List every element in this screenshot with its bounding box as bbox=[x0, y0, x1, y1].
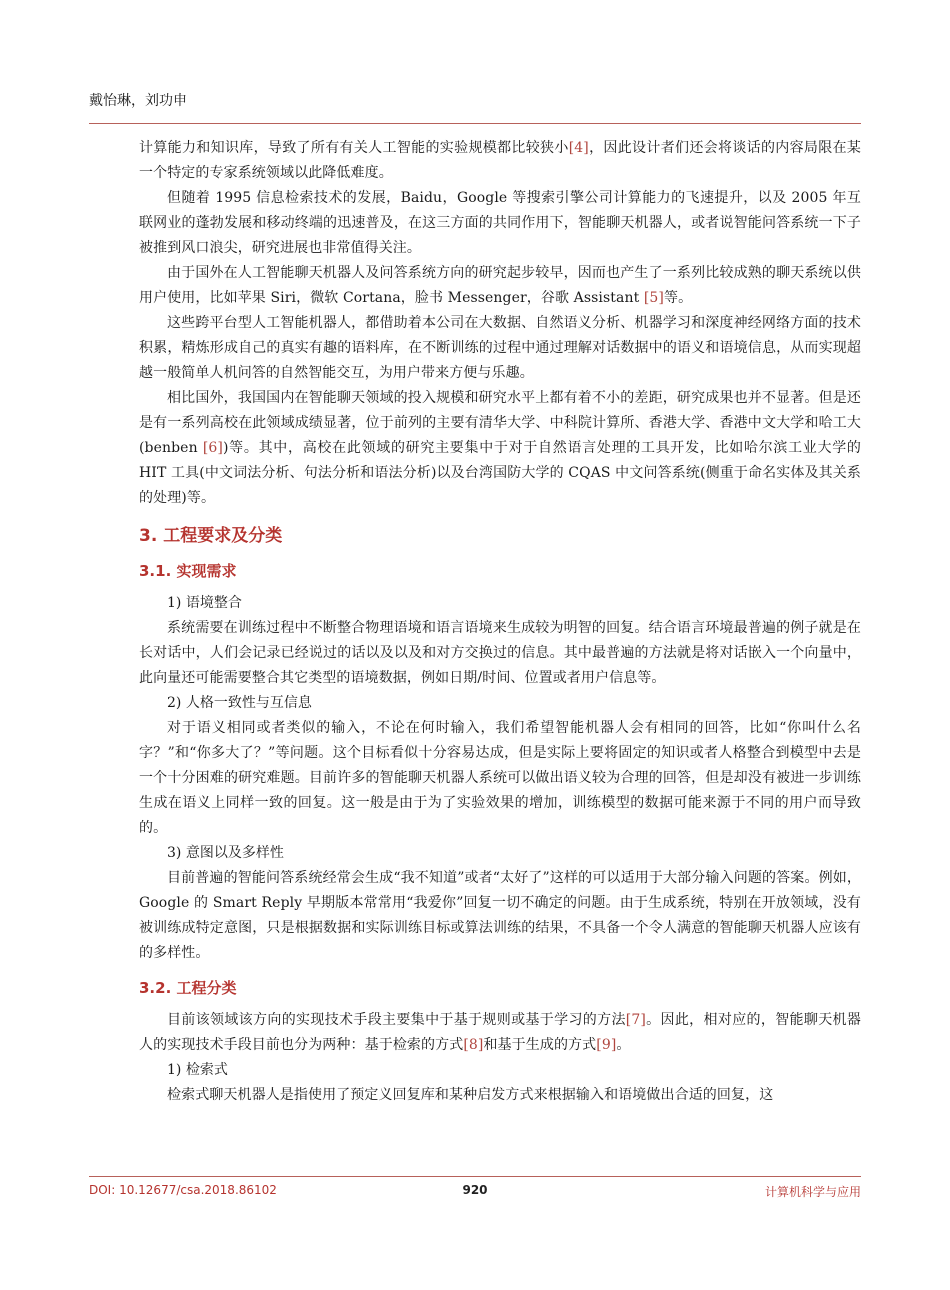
paragraph: 这些跨平台型人工智能机器人，都借助着本公司在大数据、自然语义分析、机器学习和深度神经网络方面的技术积累，精炼形成自己的真实有趣的语料库，在不断训练的过程中通过理解对话数据中的语义和语境信息，从而实现超越一般简单人机问答的自然智能交互，为用户带来方便与乐趣。 bbox=[139, 315, 861, 381]
paragraph bbox=[139, 136, 861, 186]
paragraph-text: 计算能力和知识库，导致了所有有关人工智能的实验规模都比较狭小 bbox=[139, 140, 569, 156]
header-authors: 戴怡琳，刘功申 bbox=[89, 93, 187, 109]
citation-link[interactable]: [5] bbox=[643, 290, 664, 306]
paragraph bbox=[139, 261, 861, 311]
paragraph: 对于语义相同或者类似的输入，不论在何时输入，我们希望智能机器人会有相同的回答，比如“你叫什么名字？”和“你多大了？”等问题。这个目标看似十分容易达成，但是实际上要将固定的知识或者人格整合到模型中去是一个十分困难的研究难题。目前许多的智能聊天机器人系统可以做出语义较为合理的回答，但是却没有被进一步训练生成在语义上同样一致的回复。这一般是由于为了实验效果的增加，训练模型的数据可能来源于不同的用户而导致的。 bbox=[139, 720, 861, 836]
list-item: 2) 人格一致性与互信息 bbox=[167, 695, 312, 711]
paragraph-text: 目前该领域该方向的实现技术手段主要集中于基于规则或基于学习的方法 bbox=[167, 1012, 626, 1028]
citation-link[interactable]: [6] bbox=[202, 440, 223, 456]
paragraph bbox=[139, 1008, 861, 1058]
paragraph: 系统需要在训练过程中不断整合物理语境和语言语境来生成较为明智的回复。结合语言环境最普遍的例子就是在长对话中，人们会记录已经说过的话以及以及和对方交换过的信息。其中最普遍的方法就是将对话嵌入一个向量中，此向量还可能需要整合其它类型的语境数据，例如日期/时间、位置或者用户信息等。 bbox=[139, 620, 861, 686]
paragraph: 目前普遍的智能问答系统经常会生成“我不知道”或者“太好了”这样的可以适用于大部分输入问题的答案。例如，Google 的 Smart Reply 早期版本常常用“我爱你”回复一切不确定的问题。由于生成系统，特别在开放领域，没有被训练成特定意图，只是根据数据和实际训练目标或算法训练的结果，不具备一个令人满意的智能聊天机器人应该有的多样性。 bbox=[139, 870, 861, 961]
paragraph-text: 。 bbox=[616, 1037, 631, 1053]
paragraph-text: 和基于生成的方式 bbox=[483, 1037, 597, 1053]
page-footer bbox=[89, 1183, 861, 1203]
subsection-heading: 3.2. 工程分类 bbox=[139, 979, 237, 997]
citation-link[interactable]: [4] bbox=[568, 140, 589, 156]
paragraph: 但随着 1995 信息检索技术的发展，Baidu，Google 等搜索引擎公司计算能力的飞速提升，以及 2005 年互联网业的蓬勃发展和移动终端的迅速普及，在这三方面的共同作用下，智能聊天机器人，或者说智能问答系统一下子被推到风口浪尖，研究进展也非常值得关注。 bbox=[139, 190, 861, 256]
doi-link[interactable]: DOI: 10.12677/csa.2018.86102 bbox=[89, 1183, 277, 1197]
article-body bbox=[139, 136, 861, 1108]
paragraph-text: 等。 bbox=[664, 290, 693, 306]
paragraph-text: ，因此设计者们还会将谈话的内容局限在某一个特定的专家系统领域以此降低难度。 bbox=[139, 140, 862, 181]
paragraph-text: )等。其中，高校在此领域的研究主要集中于对于自然语言处理的工具开发，比如哈尔滨工业大学的 HIT 工具(中文词法分析、句法分析和语法分析)以及台湾国防大学的 CQAS 中文问答系统(侧重于命名实体及其关系的处理)等。 bbox=[139, 440, 862, 506]
citation-link[interactable]: [9] bbox=[596, 1037, 617, 1053]
paragraph bbox=[139, 386, 861, 511]
list-item: 1) 语境整合 bbox=[167, 595, 242, 611]
journal-name: 计算机科学与应用 bbox=[764, 1185, 861, 1199]
list-item: 1) 检索式 bbox=[167, 1062, 228, 1078]
paragraph: 检索式聊天机器人是指使用了预定义回复库和某种启发方式来根据输入和语境做出合适的回复，这 bbox=[167, 1087, 774, 1103]
footer-divider bbox=[89, 1176, 861, 1177]
citation-link[interactable]: [8] bbox=[463, 1037, 484, 1053]
page-number: 920 bbox=[462, 1183, 488, 1197]
paragraph-text: 由于国外在人工智能聊天机器人及问答系统方向的研究起步较早，因而也产生了一系列比较成熟的聊天系统以供用户使用，比如苹果 Siri，微软 Cortana，脸书 Messenger，谷歌 Assistant bbox=[139, 265, 861, 306]
header-divider bbox=[89, 123, 861, 124]
paragraph-text: 。因此，相对应的，智能聊天机器人的实现技术手段目前也分为两种：基于检索的方式 bbox=[139, 1012, 861, 1053]
section-heading: 3. 工程要求及分类 bbox=[139, 526, 283, 546]
list-item: 3) 意图以及多样性 bbox=[167, 845, 284, 861]
subsection-heading: 3.1. 实现需求 bbox=[139, 562, 237, 580]
paragraph-text: 相比国外，我国国内在智能聊天领域的投入规模和研究水平上都有着不小的差距，研究成果也并不显著。但是还是有一系列高校在此领域成绩显著，位于前列的主要有清华大学、中科院计算所、香港大学、香港中文大学和哈工大(benben bbox=[139, 390, 861, 456]
citation-link[interactable]: [7] bbox=[625, 1012, 646, 1028]
